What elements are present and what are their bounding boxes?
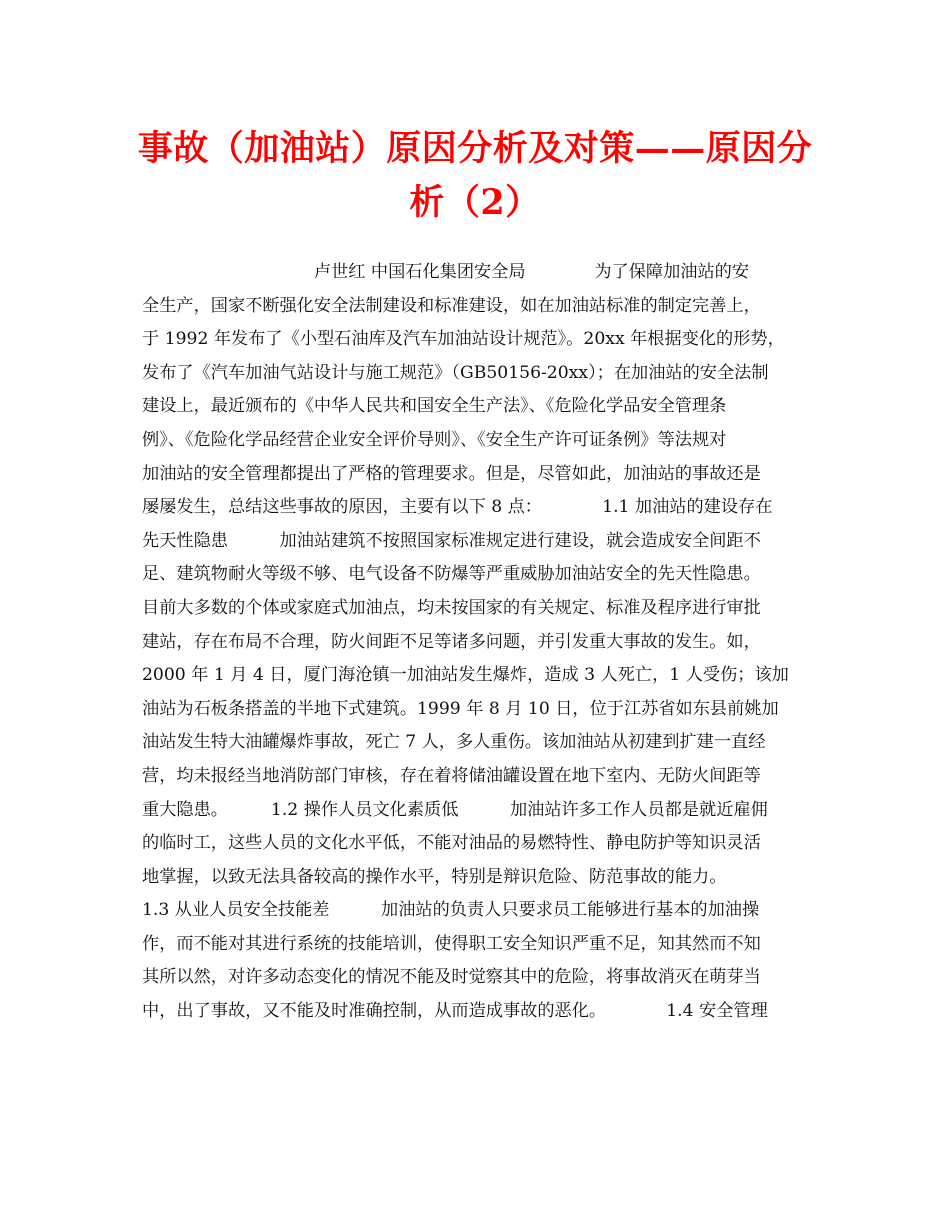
body-line: 例》、《危险化学品经营企业安全评价导则》、《安全生产许可证条例》等法规对 <box>142 429 727 450</box>
body-line: 中，出了事故，又不能及时准确控制，从而造成事故的恶化。 1.4 安全管理 <box>142 1001 768 1022</box>
title-line-2: 析（2） <box>409 182 541 223</box>
body-line: 建设上，最近颁布的《中华人民共和国安全生产法》、《危险化学品安全管理条 <box>142 396 727 417</box>
body-line: 于 1992 年发布了《小型石油库及汽车加油站设计规范》。20xx 年根据变化的形势， <box>142 329 785 350</box>
body-line: 其所以然，对许多动态变化的情况不能及时觉察其中的危险，将事故消灭在萌芽当 <box>142 967 761 988</box>
body-line: 发布了《汽车加油气站设计与施工规范》（GB50156-20xx）；在加油站的安全法制 <box>142 362 769 383</box>
body-line: 建站，存在布局不合理，防火间距不足等诸多问题，并引发重大事故的发生。如， <box>142 631 761 652</box>
document-title <box>90 122 860 230</box>
body-line: 的临时工，这些人员的文化水平低，不能对油品的易燃特性、静电防护等知识灵活 <box>142 833 761 854</box>
body-line: 全生产，国家不断强化安全法制建设和标准建设，如在加油站标准的制定完善上， <box>142 295 761 316</box>
body-line: 屡屡发生，总结这些事故的原因，主要有以下 8 点： 1.1 加油站的建设存在 <box>142 497 773 518</box>
body-line: 地掌握，以致无法具备较高的操作水平，特别是辩识危险、防范事故的能力。 <box>142 866 727 887</box>
body-line: 足、建筑物耐火等级不够、电气设备不防爆等严重威胁加油站安全的先天性隐患。 <box>142 564 761 585</box>
body-line: 2000 年 1 月 4 日，厦门海沧镇一加油站发生爆炸，造成 3 人死亡，1 人受伤；该加 <box>142 665 789 686</box>
title-line-1: 事故（加油站）原因分析及对策——原因分 <box>137 128 813 169</box>
body-line: 目前大多数的个体或家庭式加油点，均未按国家的有关规定、标准及程序进行审批 <box>142 597 761 618</box>
body-line: 先天性隐患 加油站建筑不按照国家标准规定进行建设，就会造成安全间距不 <box>142 530 761 551</box>
body-line: 营，均未报经当地消防部门审核，存在着将储油罐设置在地下室内、无防火间距等 <box>142 765 761 786</box>
body-line: 1.3 从业人员安全技能差 加油站的负责人只要求员工能够进行基本的加油操 <box>142 900 760 921</box>
body-line: 重大隐患。 1.2 操作人员文化素质低 加油站许多工作人员都是就近雇佣 <box>142 799 768 820</box>
document-body <box>142 256 842 1029</box>
body-line: 作，而不能对其进行系统的技能培训，使得职工安全知识严重不足，知其然而不知 <box>142 933 761 954</box>
body-line: 油站发生特大油罐爆炸事故，死亡 7 人，多人重伤。该加油站从初建到扩建一直经 <box>142 732 766 753</box>
body-line: 卢世红 中国石化集团安全局 为了保障加油站的安 <box>142 262 750 282</box>
body-line: 油站为石板条搭盖的半地下式建筑。1999 年 8 月 10 日，位于江苏省如东县前姚加 <box>142 698 779 719</box>
body-line: 加油站的安全管理都提出了严格的管理要求。但是，尽管如此，加油站的事故还是 <box>142 463 761 484</box>
